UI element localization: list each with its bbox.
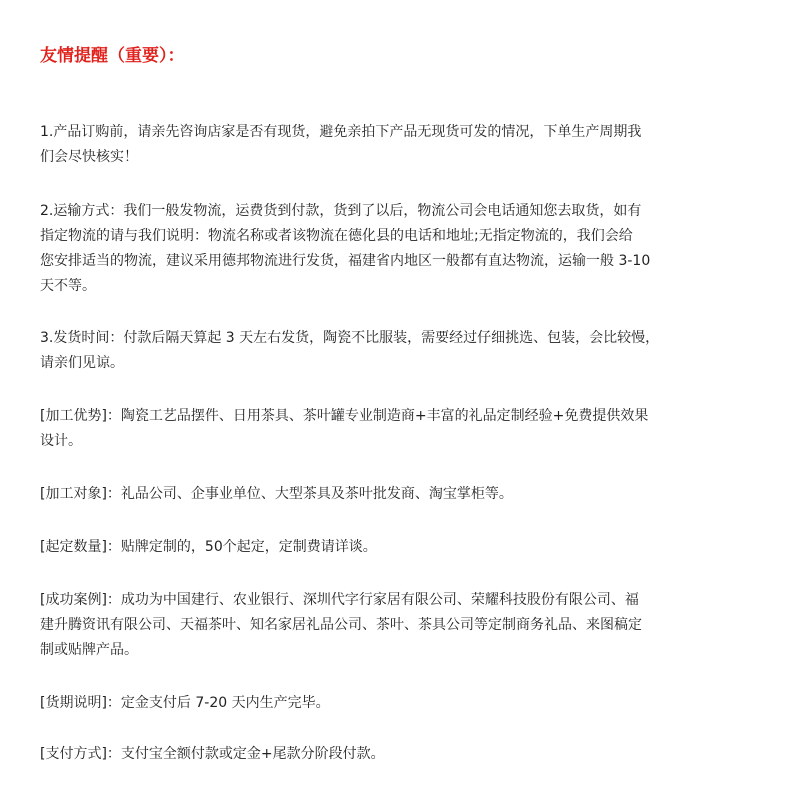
paragraph-line: 指定物流的请与我们说明：物流名称或者该物流在德化县的电话和地址;无指定物流的，我们会给 — [40, 228, 633, 244]
paragraph-line: [货期说明]：定金支付后 7-20 天内生产完毕。 — [40, 695, 330, 711]
paragraph-lead-time — [40, 691, 770, 716]
paragraph-ordering — [40, 120, 770, 170]
paragraph-minimum-quantity — [40, 535, 770, 560]
paragraph-line: 2.运输方式：我们一般发物流，运费货到付款，货到了以后，物流公司会电话通知您去取货，如有 — [40, 203, 642, 219]
paragraph-shipping-method — [40, 199, 770, 299]
paragraph-line: 1.产品订购前，请亲先咨询店家是否有现货，避免亲拍下产品无现货可发的情况，下单生产周期我 — [40, 124, 642, 140]
paragraph-delivery-time — [40, 326, 770, 376]
paragraph-line: 制或贴牌产品。 — [40, 642, 138, 658]
paragraph-success-cases — [40, 588, 770, 663]
paragraph-line: 您安排适当的物流，建议采用德邦物流进行发货，福建省内地区一般都有直达物流，运输一般 3-10 — [40, 253, 651, 269]
paragraph-line: 设计。 — [40, 433, 82, 449]
paragraph-line: [起定数量]：贴牌定制的，50个起定，定制费请详谈。 — [40, 539, 377, 555]
paragraph-processing-target — [40, 482, 770, 507]
paragraph-line: 建升腾资讯有限公司、天福茶叶、知名家居礼品公司、茶叶、茶具公司等定制商务礼品、来图稿定 — [40, 617, 642, 633]
paragraph-processing-advantage — [40, 404, 770, 454]
paragraph-line: [支付方式]：支付宝全额付款或定金+尾款分阶段付款。 — [40, 746, 385, 762]
paragraph-line: [成功案例]：成功为中国建行、农业银行、深圳代字行家居有限公司、荣耀科技股份有限公司、福 — [40, 592, 639, 608]
paragraph-line: 3.发货时间：付款后隔天算起 3 天左右发货，陶瓷不比服装，需要经过仔细挑选、包装，会比较慢， — [40, 330, 660, 346]
paragraph-line: [加工对象]：礼品公司、企事业单位、大型茶具及茶叶批发商、淘宝掌柜等。 — [40, 486, 513, 502]
paragraph-payment-method — [40, 742, 770, 767]
paragraph-line: 们会尽快核实！ — [40, 149, 138, 165]
paragraph-line: 天不等。 — [40, 278, 96, 294]
paragraph-line: [加工优势]：陶瓷工艺品摆件、日用茶具、茶叶罐专业制造商+丰富的礼品定制经验+免费提供效果 — [40, 408, 649, 424]
notice-title: 友情提醒（重要）： — [40, 46, 185, 66]
paragraph-line: 请亲们见谅。 — [40, 355, 124, 371]
